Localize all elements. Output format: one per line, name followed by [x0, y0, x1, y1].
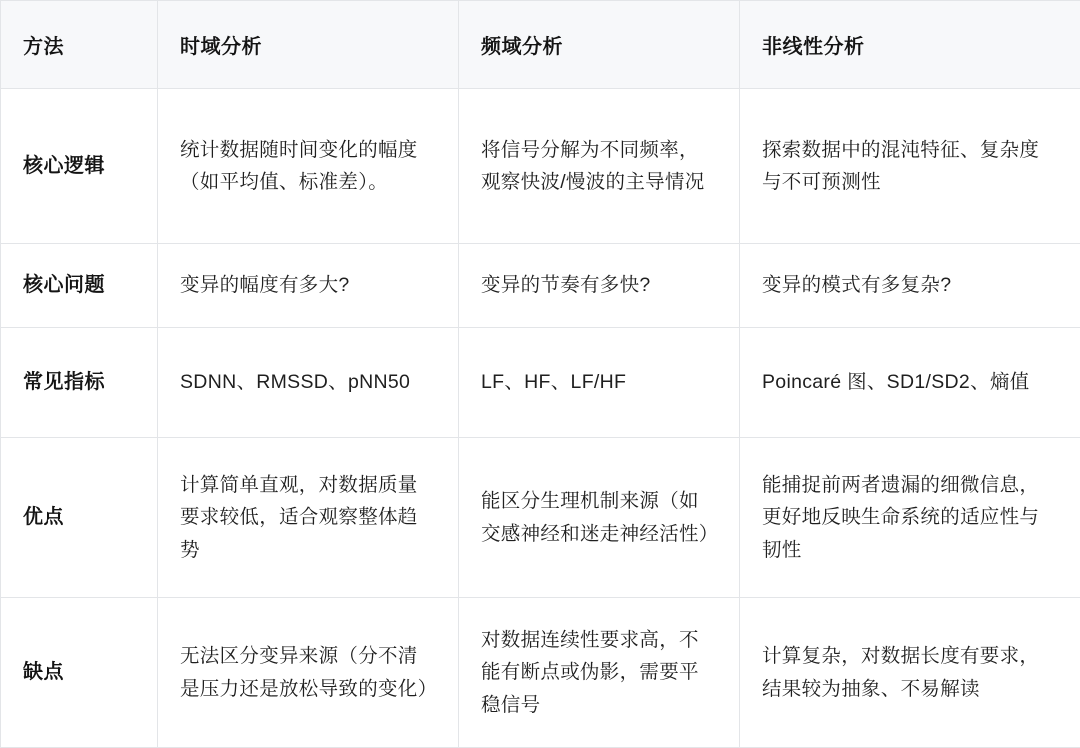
table-row [1, 89, 1080, 244]
table-row [1, 438, 1080, 598]
cell-core-question-frequency-domain: 变异的节奏有多快? [459, 244, 740, 328]
row-header-disadvantages: 缺点 [1, 598, 158, 748]
row-header-core-question: 核心问题 [1, 244, 158, 328]
column-header-method: 方法 [1, 1, 158, 89]
cell-core-logic-frequency-domain: 将信号分解为不同频率，观察快波/慢波的主导情况 [459, 89, 740, 244]
cell-disadvantages-nonlinear: 计算复杂，对数据长度有要求，结果较为抽象、不易解读 [740, 598, 1080, 748]
cell-common-metrics-nonlinear: Poincaré 图、SD1/SD2、熵值 [740, 328, 1080, 438]
row-header-common-metrics: 常见指标 [1, 328, 158, 438]
cell-core-logic-nonlinear: 探索数据中的混沌特征、复杂度与不可预测性 [740, 89, 1080, 244]
table-row [1, 598, 1080, 748]
cell-disadvantages-time-domain: 无法区分变异来源（分不清是压力还是放松导致的变化） [158, 598, 459, 748]
cell-advantages-time-domain: 计算简单直观，对数据质量要求较低，适合观察整体趋势 [158, 438, 459, 598]
column-header-nonlinear: 非线性分析 [740, 1, 1080, 89]
cell-core-logic-time-domain: 统计数据随时间变化的幅度（如平均值、标准差）。 [158, 89, 459, 244]
cell-disadvantages-frequency-domain: 对数据连续性要求高，不能有断点或伪影，需要平稳信号 [459, 598, 740, 748]
column-header-time-domain: 时域分析 [158, 1, 459, 89]
table-header-row [1, 1, 1080, 89]
row-header-advantages: 优点 [1, 438, 158, 598]
row-header-core-logic: 核心逻辑 [1, 89, 158, 244]
cell-common-metrics-time-domain: SDNN、RMSSD、pNN50 [158, 328, 459, 438]
cell-advantages-frequency-domain: 能区分生理机制来源（如交感神经和迷走神经活性） [459, 438, 740, 598]
table-body [1, 89, 1080, 748]
table-row [1, 328, 1080, 438]
cell-core-question-nonlinear: 变异的模式有多复杂? [740, 244, 1080, 328]
cell-advantages-nonlinear: 能捕捉前两者遗漏的细微信息，更好地反映生命系统的适应性与韧性 [740, 438, 1080, 598]
table-header [1, 1, 1080, 89]
cell-common-metrics-frequency-domain: LF、HF、LF/HF [459, 328, 740, 438]
column-header-frequency-domain: 频域分析 [459, 1, 740, 89]
table-row [1, 244, 1080, 328]
cell-core-question-time-domain: 变异的幅度有多大? [158, 244, 459, 328]
